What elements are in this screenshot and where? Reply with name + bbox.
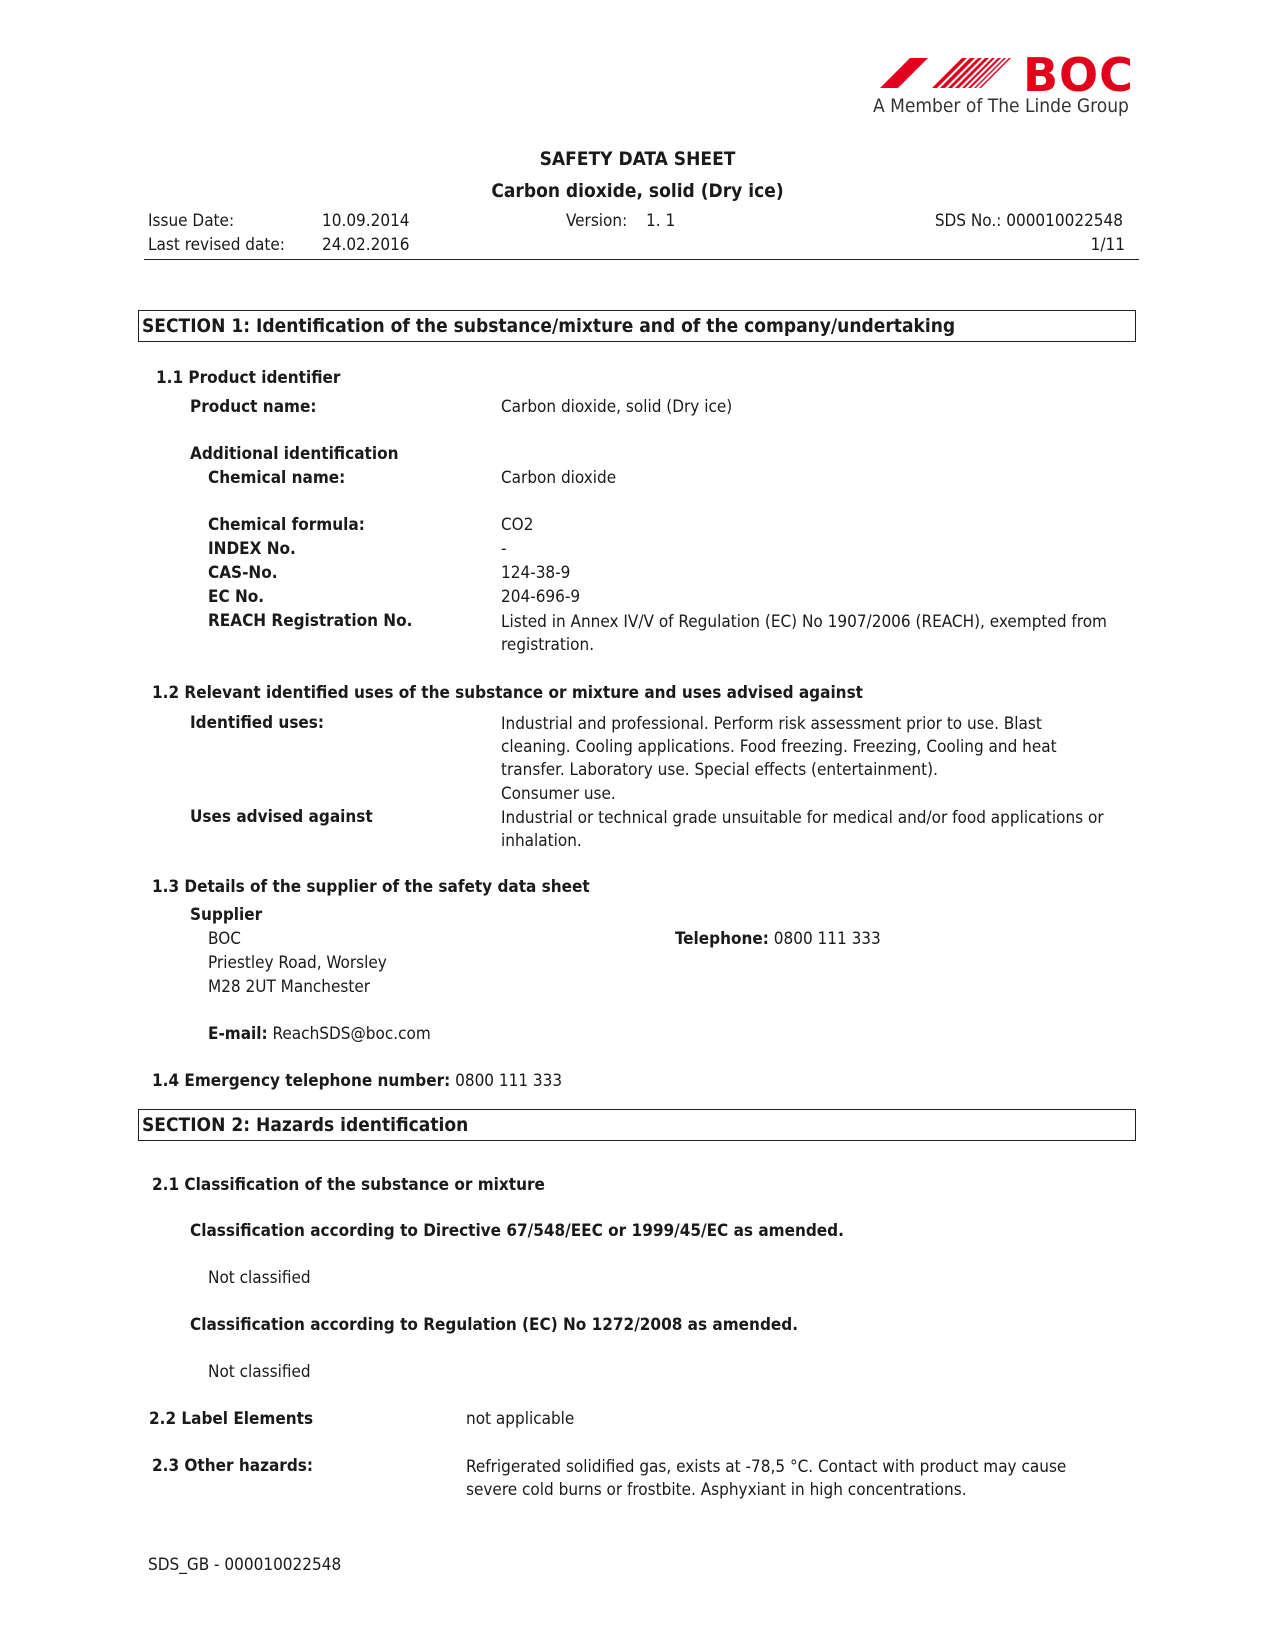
supplier-street: Priestley Road, Worsley (208, 953, 387, 973)
email-value: ReachSDS@boc.com (272, 1024, 431, 1044)
document-product: Carbon dioxide, solid (Dry ice) (491, 180, 784, 202)
telephone-label: Telephone: (675, 929, 769, 949)
emergency-telephone-value: 0800 111 333 (455, 1071, 563, 1091)
regulation-classification-title: Classification according to Regulation (EC) No 1272/2008 as amended. (190, 1315, 799, 1335)
brand-name: BOC (1023, 48, 1134, 102)
emergency-telephone-label: 1.4 Emergency telephone number: (152, 1071, 451, 1091)
supplier-telephone (675, 929, 881, 949)
supplier-name: BOC (208, 929, 241, 949)
section-2-header (138, 1109, 1136, 1141)
issue-date-label: Issue Date: (148, 211, 235, 231)
version: 1. 1 (646, 211, 676, 231)
emergency-telephone (152, 1071, 562, 1091)
section-1-title: SECTION 1: Identification of the substance/mixture and of the company/undertaking (142, 315, 956, 337)
chemical-formula-label: Chemical formula: (208, 515, 365, 535)
identified-uses-label: Identified uses: (190, 713, 325, 733)
uses-advised-against-label: Uses advised against (190, 807, 373, 827)
regulation-classification-value: Not classified (208, 1362, 311, 1382)
other-hazards-label: 2.3 Other hazards: (152, 1456, 314, 1476)
additional-identification: Additional identification (190, 444, 399, 464)
section-1-2-title: 1.2 Relevant identified uses of the substance or mixture and uses advised against (152, 683, 863, 703)
version-label: Version: (566, 211, 628, 231)
supplier-email (208, 1024, 431, 1044)
cas-no-label: CAS-No. (208, 563, 278, 583)
chemical-name-label: Chemical name: (208, 468, 346, 488)
section-1-header (138, 310, 1136, 342)
product-name-label: Product name: (190, 397, 317, 417)
other-hazards-value: Refrigerated solidified gas, exists at -78,5 °C. Contact with product may cause severe cold burns or frostbite. Asphyxiant in high concentrations. (466, 1457, 1067, 1500)
email-label: E-mail: (208, 1024, 268, 1044)
footer-document-code: SDS_GB - 000010022548 (148, 1555, 342, 1575)
revised-date: 24.02.2016 (322, 235, 410, 255)
label-elements-label: 2.2 Label Elements (149, 1409, 314, 1429)
page-number: 1/11 (1090, 235, 1125, 255)
document-type: SAFETY DATA SHEET (539, 148, 736, 170)
telephone-value: 0800 111 333 (773, 929, 881, 949)
identified-uses: Industrial and professional. Perform risk assessment prior to use. Blast cleaning. Cooling applications. Food freezing. Freezing, Cooling and heat transfer. Laboratory use. Special effects (entertainment). (501, 714, 1057, 780)
chemical-formula: CO2 (501, 515, 534, 535)
sds-number-value: 000010022548 (1006, 211, 1123, 231)
section-1-3-title: 1.3 Details of the supplier of the safety data sheet (152, 877, 590, 897)
issue-date: 10.09.2014 (322, 211, 410, 231)
sds-number (935, 211, 1123, 231)
product-name: Carbon dioxide, solid (Dry ice) (501, 397, 733, 417)
index-no: - (501, 539, 507, 559)
sds-number-label: SDS No.: (934, 211, 1002, 231)
revised-date-label: Last revised date: (148, 235, 285, 255)
reach-label: REACH Registration No. (208, 611, 413, 631)
supplier-label: Supplier (190, 905, 263, 925)
section-2-title: SECTION 2: Hazards identification (142, 1114, 469, 1136)
supplier-city: M28 2UT Manchester (208, 977, 371, 997)
label-elements-value: not applicable (466, 1409, 575, 1429)
reach-value: Listed in Annex IV/V of Regulation (EC) No 1907/2006 (REACH), exempted from registration. (501, 612, 1107, 655)
ec-no: 204-696-9 (501, 587, 581, 607)
uses-advised-against: Industrial or technical grade unsuitable for medical and/or food applications or inhalation. (501, 808, 1104, 851)
brand-tagline: A Member of The Linde Group (873, 95, 1129, 117)
directive-classification-title: Classification according to Directive 67/548/EEC or 1999/45/EC as amended. (190, 1221, 844, 1241)
index-no-label: INDEX No. (208, 539, 296, 559)
header-divider (144, 259, 1139, 260)
directive-classification-value: Not classified (208, 1268, 311, 1288)
cas-no: 124-38-9 (501, 563, 571, 583)
identified-uses-consumer: Consumer use. (501, 784, 616, 804)
boc-logo (873, 48, 1140, 130)
section-1-1-title: 1.1 Product identifier (156, 368, 341, 388)
ec-no-label: EC No. (208, 587, 265, 607)
section-2-1-title: 2.1 Classification of the substance or mixture (152, 1175, 545, 1195)
chemical-name: Carbon dioxide (501, 468, 617, 488)
